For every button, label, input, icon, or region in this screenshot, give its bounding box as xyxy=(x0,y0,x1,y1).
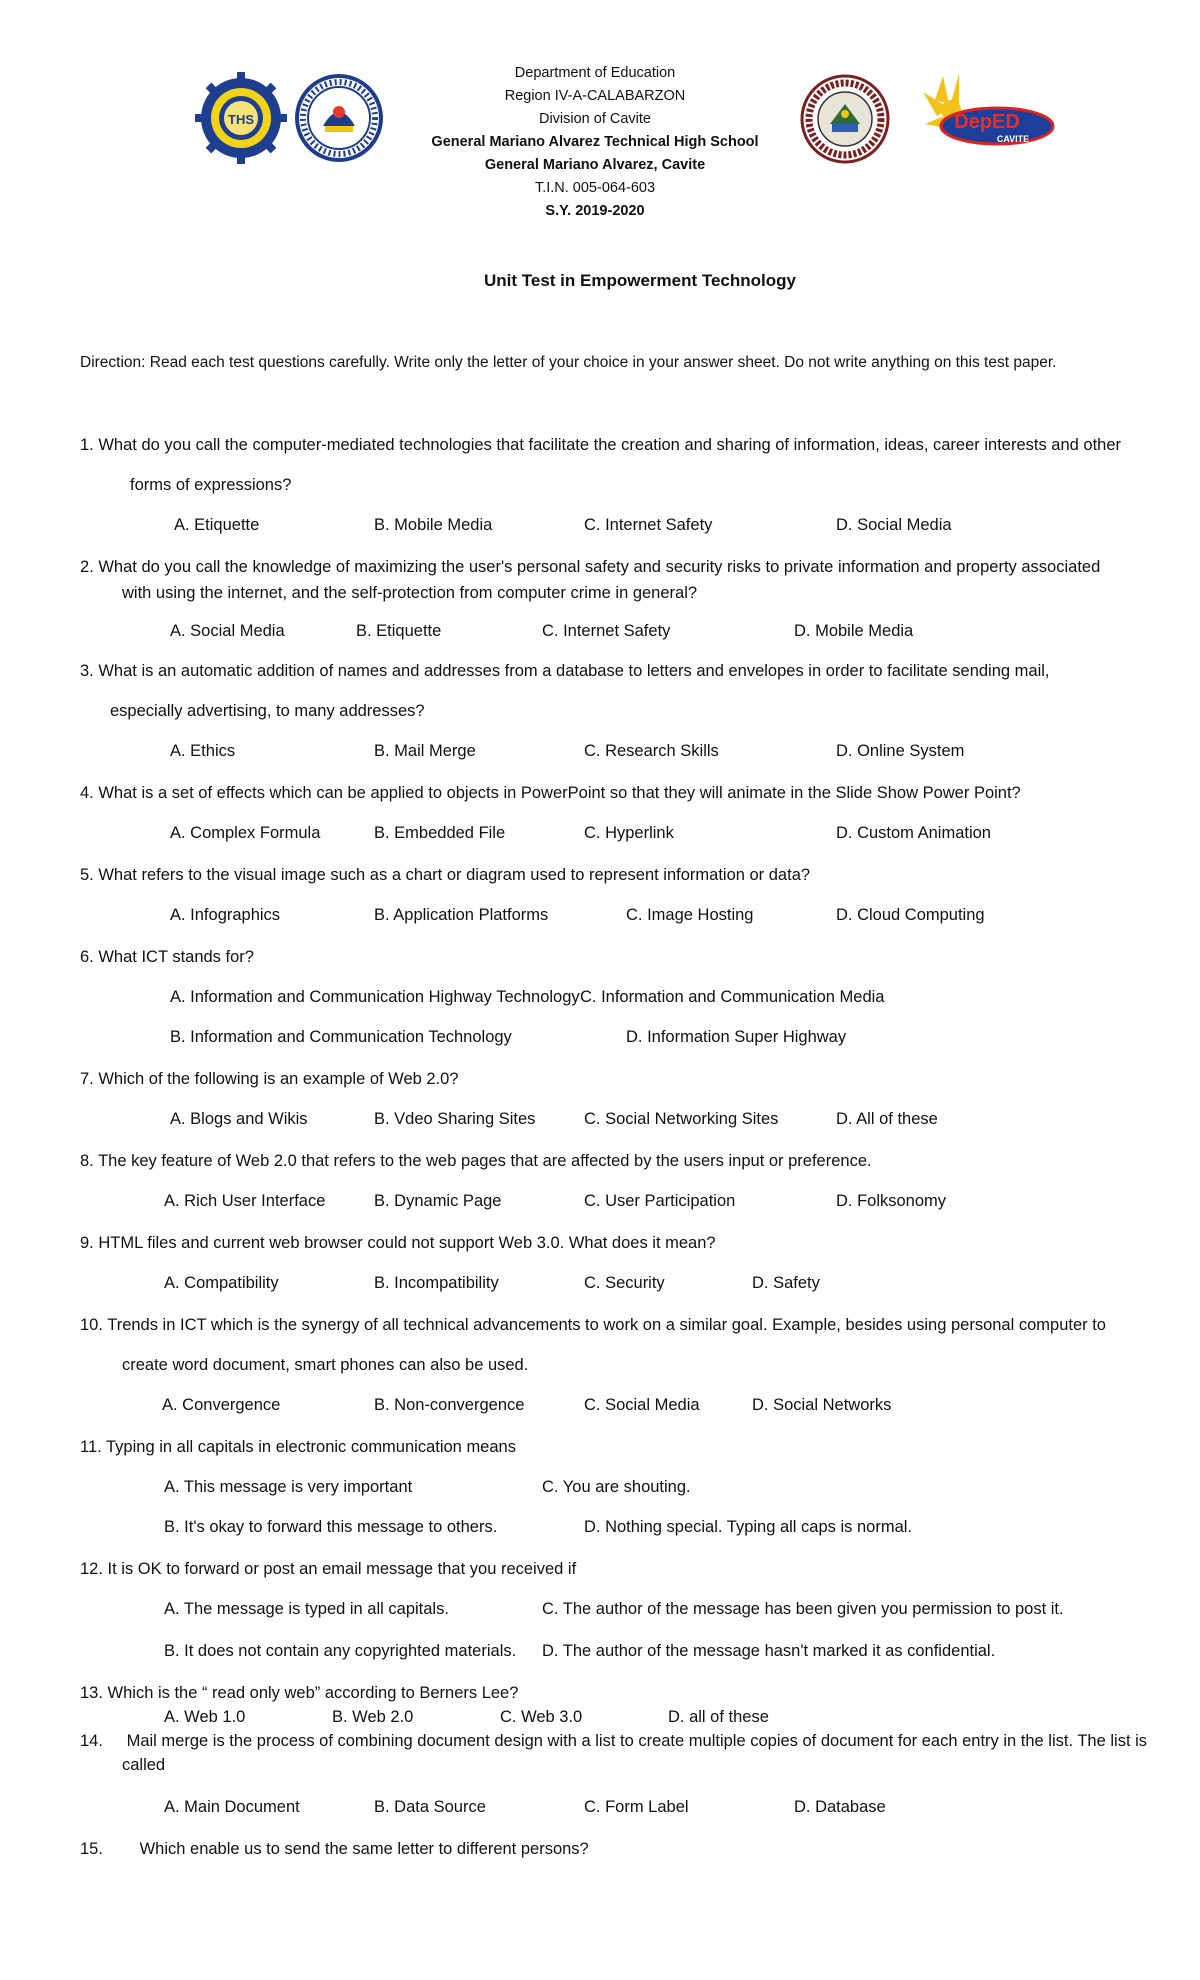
option-c: C. Internet Safety xyxy=(584,516,713,534)
question-3 xyxy=(80,662,1050,681)
option-d: D. Social Networks xyxy=(752,1396,892,1414)
ths-logo-text: THS xyxy=(228,112,254,127)
deped-logo-text: DepED xyxy=(954,111,1020,133)
option-a: A. Ethics xyxy=(170,742,236,760)
question-continuation: create word document, smart phones can also be used. xyxy=(122,1356,529,1374)
option-d: D. Social Media xyxy=(836,516,952,534)
option-c: C. Hyperlink xyxy=(584,824,674,842)
question-number: 15. xyxy=(80,1840,103,1858)
school-name: General Mariano Alvarez Technical High School xyxy=(431,134,759,150)
option-a: A. Infographics xyxy=(170,906,281,924)
option-a: A. Convergence xyxy=(162,1396,281,1414)
question-1 xyxy=(80,436,1121,455)
option-b: B. Dynamic Page xyxy=(374,1192,502,1210)
question-number: 12. xyxy=(80,1560,103,1578)
option-a: A. Web 1.0 xyxy=(164,1708,246,1726)
option-a: A. Blogs and Wikis xyxy=(170,1110,308,1128)
question-15 xyxy=(80,1840,589,1859)
region-name: Region IV-A-CALABARZON xyxy=(504,88,686,104)
letterhead xyxy=(0,62,1200,232)
question-text: Trends in ICT which is the synergy of all technical advancements to work on a similar goal. Example, besides using personal computer to xyxy=(107,1316,1106,1334)
option-b: B. Incompatibility xyxy=(374,1274,499,1292)
question-text: What refers to the visual image such as a chart or diagram used to represent information or data? xyxy=(98,866,811,884)
option-a: A. Social Media xyxy=(170,622,285,640)
question-4 xyxy=(80,784,1021,803)
option-b: B. It's okay to forward this message to others. xyxy=(164,1518,498,1536)
tin-number: T.I.N. 005-064-603 xyxy=(534,180,656,196)
cavite-logo-text: CAVITE xyxy=(996,134,1030,144)
option-c: C. User Participation xyxy=(584,1192,736,1210)
question-number: 8. xyxy=(80,1152,94,1170)
question-number: 1. xyxy=(80,436,94,454)
deped-cavite-logo-icon xyxy=(915,70,1055,160)
question-text: What is a set of effects which can be applied to objects in PowerPoint so that they will animate in the Slide Show Power Point? xyxy=(98,784,1021,802)
question-13 xyxy=(80,1684,518,1703)
question-6 xyxy=(80,948,254,967)
option-d: D. all of these xyxy=(668,1708,769,1726)
question-number: 2. xyxy=(80,558,94,576)
option-c: C. Web 3.0 xyxy=(500,1708,583,1726)
question-text: HTML files and current web browser could not support Web 3.0. What does it mean? xyxy=(98,1234,716,1252)
option-c: C. Social Networking Sites xyxy=(584,1110,779,1128)
option-a: A. Complex Formula xyxy=(170,824,321,842)
option-d: D. Custom Animation xyxy=(836,824,991,842)
option-d: D. Online System xyxy=(836,742,965,760)
provincial-seal-icon xyxy=(800,74,890,164)
question-7 xyxy=(80,1070,459,1089)
school-gear-logo-icon xyxy=(195,72,287,164)
option-b: B. It does not contain any copyrighted materials. xyxy=(164,1642,517,1660)
option-c: C. Security xyxy=(584,1274,665,1292)
question-continuation: called xyxy=(122,1756,166,1774)
department-name: Department of Education xyxy=(514,65,676,81)
option-a: A. Main Document xyxy=(164,1798,300,1816)
question-text: Which is the “ read only web” according to Berners Lee? xyxy=(107,1684,519,1702)
question-text: It is OK to forward or post an email message that you received if xyxy=(107,1560,577,1578)
option-c: C. You are shouting. xyxy=(542,1478,691,1496)
option-b: B. Vdeo Sharing Sites xyxy=(374,1110,536,1128)
test-title: Unit Test in Empowerment Technology xyxy=(483,271,796,290)
school-year: S.Y. 2019-2020 xyxy=(545,203,645,219)
option-a: A. This message is very important xyxy=(164,1478,413,1496)
question-10 xyxy=(80,1316,1106,1335)
option-d: D. Folksonomy xyxy=(836,1192,947,1210)
question-number: 3. xyxy=(80,662,94,680)
school-location: General Mariano Alvarez, Cavite xyxy=(484,157,706,173)
question-text: What is an automatic addition of names and addresses from a database to letters and envelopes in order to facilitate sending mail, xyxy=(98,662,1050,680)
option-d: D. All of these xyxy=(836,1110,938,1128)
option-c: C. Internet Safety xyxy=(542,622,671,640)
option-c: C. Social Media xyxy=(584,1396,700,1414)
question-continuation: especially advertising, to many addresses? xyxy=(110,702,425,720)
question-text: The key feature of Web 2.0 that refers to the web pages that are affected by the users input or preference. xyxy=(98,1152,872,1170)
question-12 xyxy=(80,1560,576,1579)
question-number: 13. xyxy=(80,1684,103,1702)
question-11 xyxy=(80,1438,516,1457)
option-d: D. Safety xyxy=(752,1274,820,1292)
question-number: 14. xyxy=(80,1732,103,1750)
option-d: D. The author of the message hasn't marked it as confidential. xyxy=(542,1642,996,1660)
question-5 xyxy=(80,866,810,885)
option-b: B. Application Platforms xyxy=(374,906,549,924)
question-number: 7. xyxy=(80,1070,94,1088)
option-a: A. Compatibility xyxy=(164,1274,279,1292)
question-number: 6. xyxy=(80,948,94,966)
option-b: B. Mobile Media xyxy=(374,516,493,534)
question-9 xyxy=(80,1234,716,1253)
option-a: A. Etiquette xyxy=(174,516,260,534)
option-b: B. Information and Communication Technology xyxy=(170,1028,512,1046)
option-b: B. Mail Merge xyxy=(374,742,476,760)
question-text: What do you call the knowledge of maximizing the user's personal safety and security risks to private information and property associated xyxy=(98,558,1101,576)
question-2 xyxy=(80,558,1100,577)
question-number: 10. xyxy=(80,1316,103,1334)
test-direction: Direction: Read each test questions carefully. Write only the letter of your choice in your answer sheet. Do not write anything on this test paper. xyxy=(80,354,1057,371)
question-number: 9. xyxy=(80,1234,94,1252)
question-continuation: with using the internet, and the self-protection from computer crime in general? xyxy=(122,584,698,602)
option-c: C. The author of the message has been given you permission to post it. xyxy=(542,1600,1064,1618)
question-number: 11. xyxy=(80,1438,102,1456)
question-text: Which of the following is an example of Web 2.0? xyxy=(98,1070,459,1088)
question-text: What do you call the computer-mediated technologies that facilitate the creation and sharing of information, ideas, career interests and other xyxy=(98,436,1122,454)
question-text: Typing in all capitals in electronic communication means xyxy=(106,1438,516,1456)
option-c: C. Information and Communication Media xyxy=(580,988,885,1006)
option-c: C. Image Hosting xyxy=(626,906,754,924)
option-a: A. Information and Communication Highway Technology xyxy=(170,988,580,1006)
question-text: What ICT stands for? xyxy=(98,948,254,966)
option-d: D. Mobile Media xyxy=(794,622,914,640)
question-number: 5. xyxy=(80,866,94,884)
option-d: D. Cloud Computing xyxy=(836,906,985,924)
option-b: B. Embedded File xyxy=(374,824,506,842)
option-b: B. Data Source xyxy=(374,1798,486,1816)
option-a: A. Rich User Interface xyxy=(164,1192,326,1210)
option-d: D. Nothing special. Typing all caps is normal. xyxy=(584,1518,913,1536)
option-b: B. Etiquette xyxy=(356,622,442,640)
division-name: Division of Cavite xyxy=(538,111,651,127)
question-text: Mail merge is the process of combining document design with a list to create multiple copies of document for each entry in the list. The list is xyxy=(126,1732,1148,1750)
question-text: Which enable us to send the same letter to different persons? xyxy=(139,1840,589,1858)
option-c: C. Form Label xyxy=(584,1798,689,1816)
question-number: 4. xyxy=(80,784,94,802)
option-c: C. Research Skills xyxy=(584,742,719,760)
question-8 xyxy=(80,1152,872,1171)
question-continuation: forms of expressions? xyxy=(130,476,292,494)
option-b: B. Web 2.0 xyxy=(332,1708,414,1726)
option-d: D. Information Super Highway xyxy=(626,1028,847,1046)
option-a: A. The message is typed in all capitals. xyxy=(164,1600,449,1618)
option-d: D. Database xyxy=(794,1798,886,1816)
option-b: B. Non-convergence xyxy=(374,1396,525,1414)
question-14 xyxy=(80,1732,1147,1751)
